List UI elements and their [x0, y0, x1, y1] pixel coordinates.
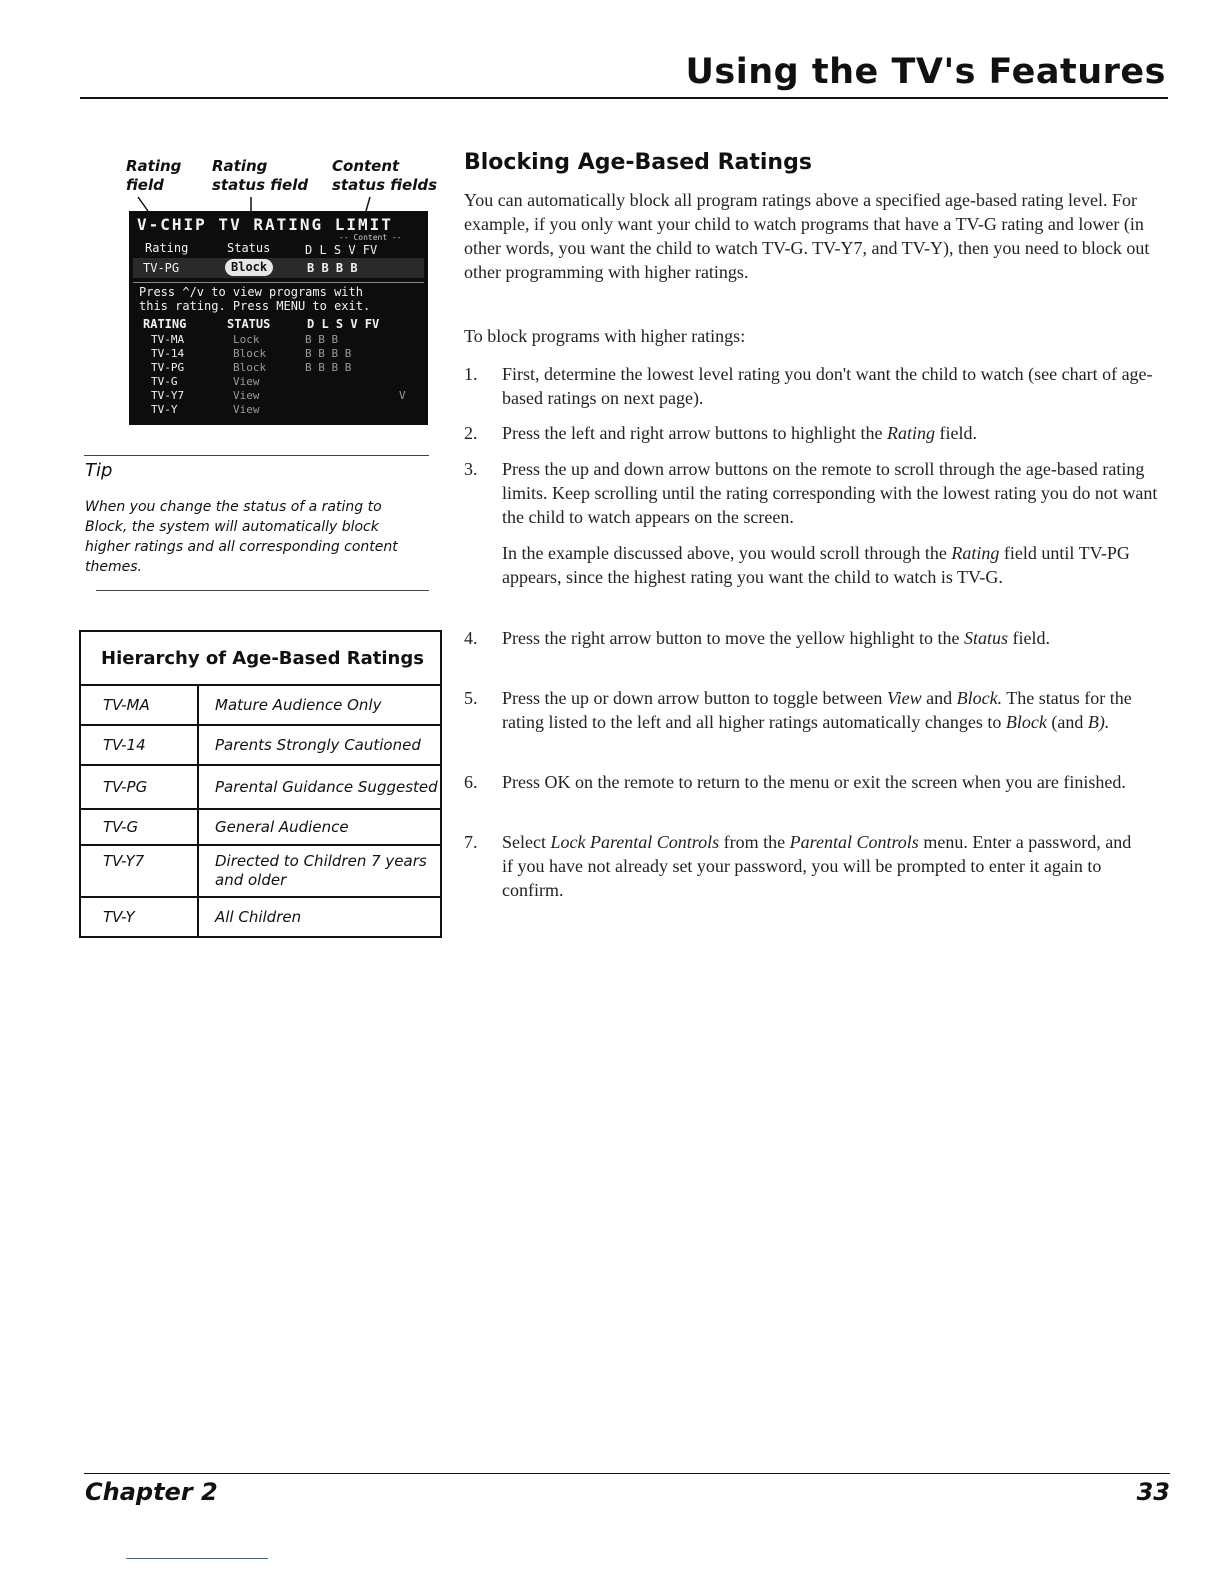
step-text: Press the up and down arrow buttons on the remote to scroll through the age-based rating limits. Keep scrolling until the rating corresponding with the lowest rating you do not want the child to watch appears on the screen. — [502, 459, 1158, 527]
table-row — [80, 897, 441, 937]
step-text-emphasis: Parental Controls — [789, 832, 919, 852]
tv-row-rating: TV-Y — [151, 403, 178, 416]
step-text-part: In the example discussed above, you would scroll through the — [502, 543, 952, 563]
tv-row-rating: TV-MA — [151, 333, 185, 346]
table-cell-description: All Children — [198, 897, 441, 937]
step-text-emphasis: B). — [1087, 712, 1110, 732]
tv-row-status: View — [233, 403, 260, 416]
label-rating-field-line2: field — [126, 176, 164, 194]
label-rating-field — [126, 157, 181, 195]
tv-row-status: Block — [233, 347, 267, 360]
step-note — [502, 541, 1162, 589]
tv-screen-title: V-CHIP TV RATING LIMIT — [137, 215, 393, 234]
step-text-emphasis: Status — [963, 628, 1008, 648]
tv-rows — [151, 333, 421, 417]
table-cell-rating: TV-14 — [80, 725, 198, 765]
table-cell-description: Directed to Children 7 years and older — [198, 845, 441, 897]
step-number: 4. — [464, 628, 478, 648]
label-rating-status-field — [212, 157, 308, 195]
table-cell-rating: TV-Y — [80, 897, 198, 937]
table-cell-description: Parental Guidance Suggested — [198, 765, 441, 809]
step-text-part: Press the left and right arrow buttons to highlight the — [502, 423, 887, 443]
table-row — [80, 725, 441, 765]
table-row — [80, 685, 441, 725]
footer-page-number: 33 — [1136, 1478, 1170, 1506]
label-rating-field-line1: Rating — [126, 157, 182, 175]
step-text-part: field. — [934, 423, 977, 443]
step-number: 2. — [464, 423, 478, 443]
tv-row-status: View — [233, 389, 260, 402]
table-row — [80, 845, 441, 897]
tip-top-rule — [84, 455, 429, 456]
tv-table-header-rating: RATING — [143, 317, 187, 331]
tv-selected-content: B B B B — [307, 261, 358, 275]
table-cell-description: General Audience — [198, 809, 441, 845]
footer-link-underline — [126, 1558, 268, 1559]
tv-row-content: B B B — [305, 333, 339, 346]
table-row — [80, 765, 441, 809]
tv-divider — [133, 282, 424, 283]
step-text-part: (and — [1046, 712, 1088, 732]
step-text-emphasis: Block. — [956, 688, 1003, 708]
label-rating-status-line1: Rating — [212, 157, 268, 175]
tv-row-rating: TV-G — [151, 375, 178, 388]
table-cell-rating: TV-PG — [80, 765, 198, 809]
step-text-part: field. — [1007, 628, 1050, 648]
tv-row-content: V — [399, 389, 406, 402]
tv-row-status: View — [233, 375, 260, 388]
step-text-emphasis: View — [886, 688, 922, 708]
label-rating-status-line2: status field — [212, 176, 309, 194]
tip-title: Tip — [85, 460, 113, 481]
tv-row-rating: TV-PG — [151, 361, 185, 374]
tv-col-status: Status — [227, 241, 271, 255]
pointer-content-status — [366, 197, 370, 211]
tip-bottom-rule — [96, 590, 429, 591]
step-text-emphasis: Rating — [886, 423, 935, 443]
hierarchy-table-title: Hierarchy of Age-Based Ratings — [80, 631, 441, 685]
table-row — [80, 809, 441, 845]
step-text-emphasis: Lock Parental Controls — [550, 832, 720, 852]
step-number: 1. — [464, 364, 478, 384]
tv-row-status: Block — [233, 361, 267, 374]
tv-row-rating: TV-14 — [151, 347, 185, 360]
step-text-part: field until TV-PG appears, since the highest rating you want the child to watch is TV-G. — [502, 543, 1130, 587]
tv-row-content: B B B B — [305, 347, 352, 360]
tv-row — [151, 389, 421, 403]
tip-text: When you change the status of a rating to Block, the system will automatically block higher ratings and all corresponding content themes. — [85, 499, 398, 575]
step-text-part: Press the right arrow button to move the yellow highlight to the — [502, 628, 964, 648]
table-cell-rating: TV-G — [80, 809, 198, 845]
table-cell-rating: TV-Y7 — [80, 845, 198, 897]
tv-col-content: D L S V FV — [305, 243, 378, 257]
step-number: 5. — [464, 688, 478, 708]
section-intro: You can automatically block all program ratings above a specified age-based rating level. For example, if you only want your child to watch programs that have a TV-G rating and lower (in other words, you want the child to watch TV-G. TV-Y7, and TV-Y), then you need to block out other programming with higher ratings. — [464, 190, 1150, 282]
label-content-status-line2: status fields — [332, 176, 438, 194]
section-title: Blocking Age-Based Ratings — [464, 150, 812, 175]
step-number: 3. — [464, 459, 478, 479]
tv-selected-rating: TV-PG — [143, 261, 180, 275]
tv-table-header-content: D L S V FV — [307, 317, 380, 331]
footer-rule — [84, 1473, 1170, 1474]
step-text — [502, 626, 1062, 650]
step-text-part: Select — [502, 832, 551, 852]
tv-row — [151, 403, 421, 417]
tv-message — [139, 285, 370, 313]
step-text — [502, 830, 1142, 902]
tv-row — [151, 333, 421, 347]
pointer-rating-field — [138, 197, 148, 211]
tv-row — [151, 375, 421, 389]
step-number: 6. — [464, 772, 478, 792]
hierarchy-table — [79, 630, 442, 938]
step-text-part: Press the up or down arrow button to toggle between — [502, 688, 887, 708]
section-lead: To block programs with higher ratings: — [464, 326, 746, 346]
vchip-tv-screen — [129, 211, 428, 425]
table-cell-description: Parents Strongly Cautioned — [198, 725, 441, 765]
step-text-part: The status for the rating listed to the left and all higher ratings automatically changes to — [502, 688, 1132, 732]
table-cell-description: Mature Audience Only — [198, 685, 441, 725]
header-rule — [80, 97, 1168, 99]
label-content-status-fields — [332, 157, 437, 195]
step-text-emphasis: Block — [1005, 712, 1047, 732]
table-cell-rating: TV-MA — [80, 685, 198, 725]
tv-row — [151, 347, 421, 361]
tv-row-status: Lock — [233, 333, 260, 346]
step-text-emphasis: Rating — [951, 543, 1000, 563]
tv-block-status-pill: Block — [225, 259, 273, 276]
tv-row-content: B B B B — [305, 361, 352, 374]
tv-table-header-status: STATUS — [227, 317, 271, 331]
label-content-status-line1: Content — [332, 157, 400, 175]
tv-col-rating: Rating — [145, 241, 189, 255]
footer-chapter: Chapter 2 — [85, 1478, 218, 1506]
tv-row-rating: TV-Y7 — [151, 389, 185, 402]
tv-message-line1: Press ^/v to view programs with — [139, 285, 363, 299]
tv-content-header: -- Content -- — [339, 233, 402, 242]
step-text: Press OK on the remote to return to the menu or exit the screen when you are finished. — [502, 772, 1126, 792]
step-text-part: from the — [719, 832, 790, 852]
step-text — [502, 421, 1162, 445]
step-text-part: and — [921, 688, 957, 708]
step-number: 7. — [464, 832, 478, 852]
page-header-title: Using the TV's Features — [685, 52, 1166, 92]
step-text-part: menu. Enter a password, and if you have not already set your password, you will be prompted to enter it again to confirm. — [502, 832, 1132, 900]
step-text — [502, 686, 1162, 734]
tv-row — [151, 361, 421, 375]
tv-message-line2: this rating. Press MENU to exit. — [139, 299, 371, 313]
step-text: First, determine the lowest level rating you don't want the child to watch (see chart of age-based ratings on next page). — [502, 364, 1153, 408]
